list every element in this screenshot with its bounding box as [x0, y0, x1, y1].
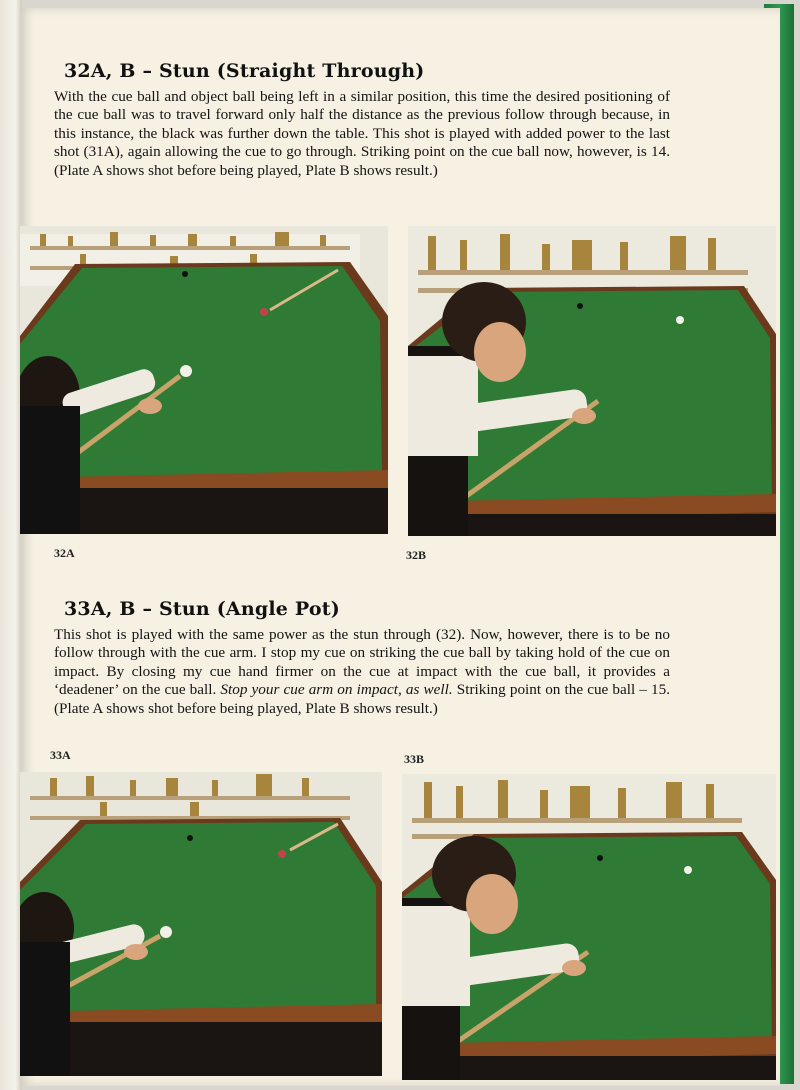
book-page	[20, 8, 780, 1086]
plate-32a-caption: 32A	[54, 546, 75, 560]
plate-33a-photo	[20, 772, 382, 1076]
plate-32b-photo	[408, 226, 776, 536]
plate-32a-photo	[20, 226, 388, 534]
section-33-body-end: Striking point on the cue ball – 15. (Plate A shows shot before being played, Plate B shows result.)	[54, 681, 671, 717]
plate-33b-photo	[402, 774, 776, 1080]
previous-page-edge	[0, 0, 22, 1090]
section-33-title: 33A, B – Stun (Angle Pot)	[64, 598, 340, 620]
section-33-body-italic: Stop your cue arm on impact, as well.	[220, 681, 453, 699]
section-33-body	[54, 626, 670, 718]
plate-32b-caption: 32B	[406, 548, 427, 562]
plate-33a-caption: 33A	[50, 748, 71, 762]
section-32-title: 32A, B – Stun (Straight Through)	[64, 60, 425, 82]
plate-33b-caption: 33B	[404, 752, 425, 766]
section-32-body: With the cue ball and object ball being left in a similar position, this time the desired positioning of the cue ball was to travel forward only half the distance as the previous follow through because, in this instance, the black was further down the table. This shot is played with added power to the last shot (31A), again allowing the cue to go through. Striking point on the cue ball now, however, is 14. (Plate A shows shot before being played, Plate B shows result.)	[54, 88, 670, 179]
section-33-body-main: This shot is played with the same power as the stun through (32). Now, however, there is to be no follow through with the cue arm. I stop my cue on striking the cue ball by taking hold of the cue on impact. By closing my cue hand firmer on the cue at impact with the cue ball, it provides a ‘deadener’ on the cue ball.	[54, 626, 670, 699]
